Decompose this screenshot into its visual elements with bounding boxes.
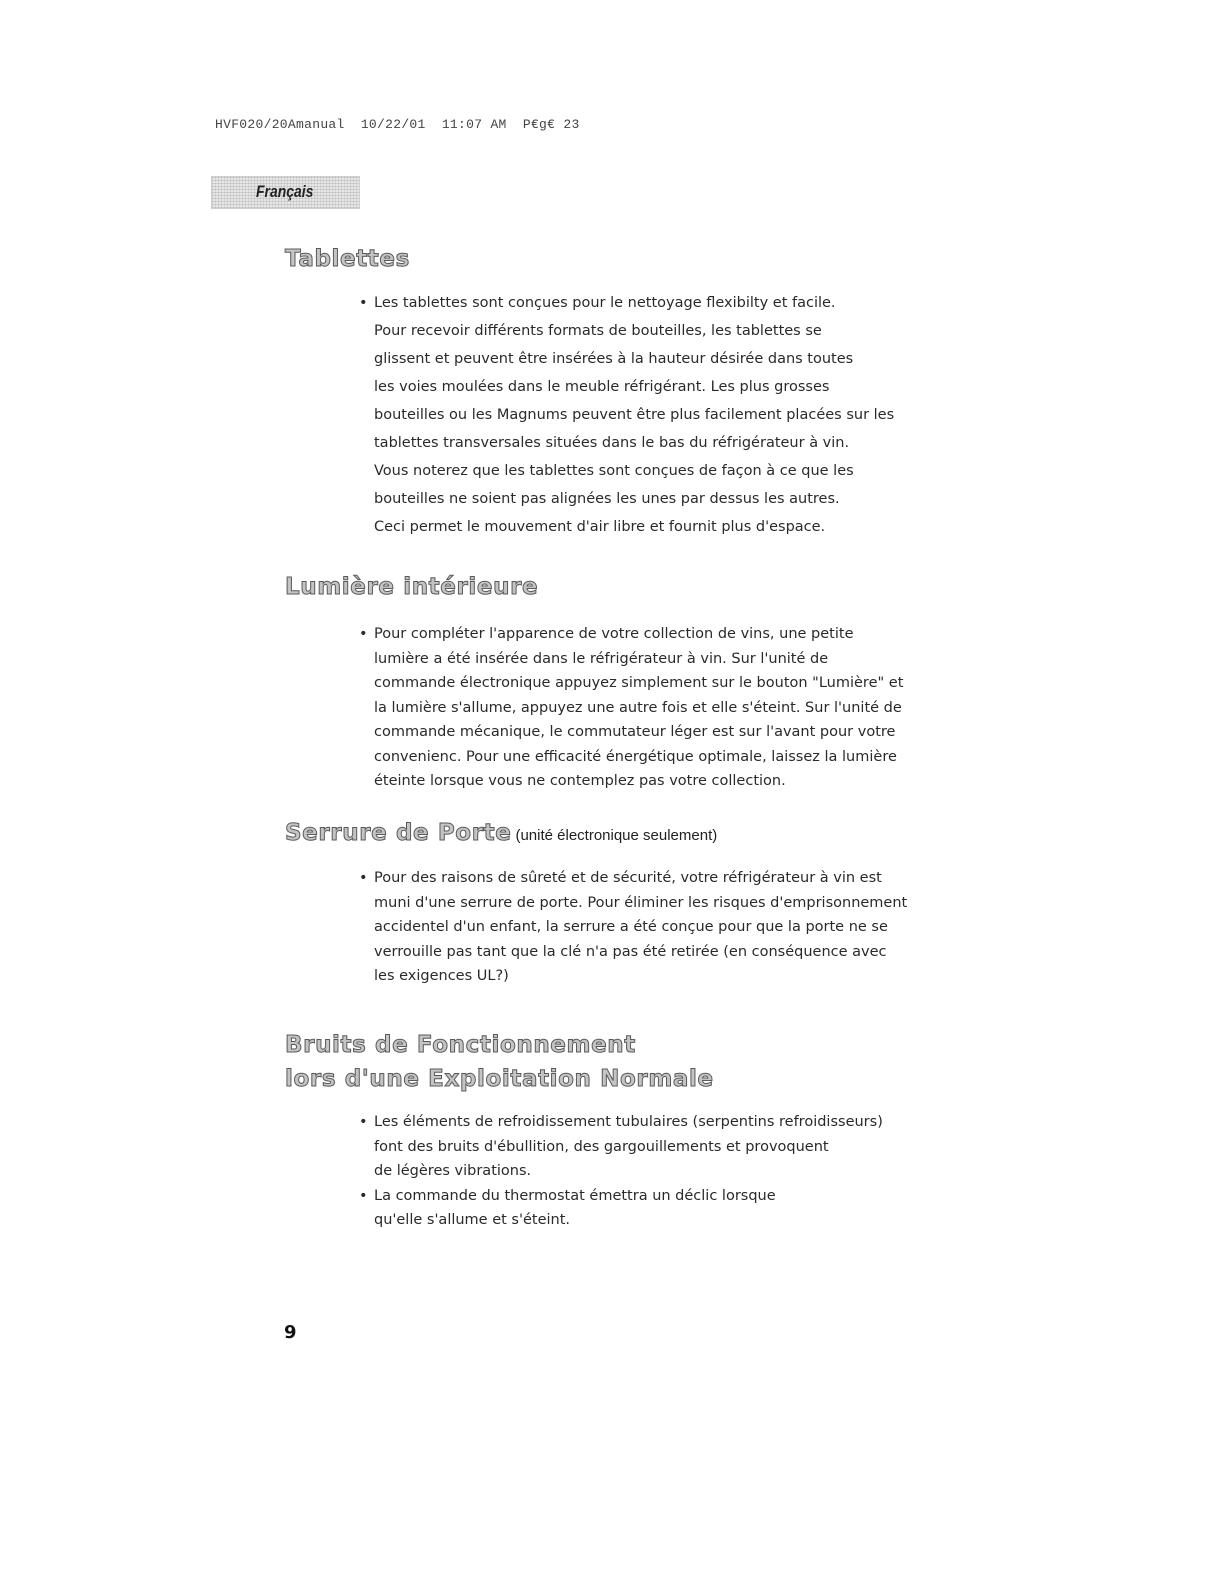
text-line: lumière a été insérée dans le réfrigérateur à vin. Sur l'unité de <box>374 650 829 667</box>
text-line: tablettes transversales situées dans le bas du réfrigérateur à vin. <box>374 435 850 451</box>
text-line: • Pour des raisons de sûreté et de sécurité, votre réfrigérateur à vin est <box>374 870 882 886</box>
bullet-item <box>359 622 903 794</box>
text-line: bouteilles ou les Magnums peuvent être plus facilement placées sur les <box>374 407 895 423</box>
text-line: verrouille pas tant que la clé n'a pas été retirée (en conséquence avec <box>374 943 887 960</box>
text-line: commande électronique appuyez simplement sur le bouton "Lumière" et <box>374 675 904 691</box>
text-line: muni d'une serrure de porte. Pour éliminer les risques d'emprisonnement <box>374 894 908 911</box>
text-line: de légères vibrations. <box>374 1163 532 1179</box>
text-line: Vous noterez que les tablettes sont conçues de façon à ce que les <box>374 463 854 479</box>
bullet-item <box>359 289 894 541</box>
section-body-bruits <box>359 1110 883 1233</box>
text-line: font des bruits d'ébullition, des gargouillements et provoquent <box>374 1138 829 1155</box>
page-number: 9 <box>284 1322 297 1343</box>
text-line: les exigences UL?) <box>374 968 509 984</box>
section-title-tablettes: Tablettes <box>285 246 410 272</box>
text-line: • Pour compléter l'apparence de votre collection de vins, une petite <box>374 626 854 642</box>
text-line: commande mécanique, le commutateur léger est sur l'avant pour votre <box>374 724 896 740</box>
bullet-item <box>359 1110 883 1184</box>
text-line: Ceci permet le mouvement d'air libre et fournit plus d'espace. <box>374 519 826 535</box>
text-line: glissent et peuvent être insérées à la hauteur désirée dans toutes <box>374 351 854 367</box>
language-tab-label: Français <box>256 182 314 201</box>
section-title-qualifier: (unité électronique seulement) <box>515 827 718 844</box>
bullet-item <box>359 1184 883 1233</box>
text-line: les voies moulées dans le meuble réfrigérant. Les plus grosses <box>374 379 830 395</box>
text-line: convenienc. Pour une efficacité énergétique optimale, laissez la lumière <box>374 748 897 765</box>
language-tab <box>211 176 360 209</box>
text-line: • La commande du thermostat émettra un déclic lorsque <box>374 1187 776 1204</box>
bullet-item <box>359 866 907 989</box>
section-title-serrure-text: Serrure de Porte <box>285 820 512 846</box>
text-line: éteinte lorsque vous ne contemplez pas votre collection. <box>374 773 786 789</box>
print-header: HVF020/20Amanual 10/22/01 11:07 AM P€g€ 23 <box>215 117 580 132</box>
section-title-lumiere: Lumière intérieure <box>285 574 539 600</box>
text-line: la lumière s'allume, appuyez une autre fois et elle s'éteint. Sur l'unité de <box>374 699 902 716</box>
text-line: qu'elle s'allume et s'éteint. <box>374 1212 571 1228</box>
section-body-tablettes <box>359 289 894 541</box>
section-body-lumiere <box>359 622 903 794</box>
text-line: Pour recevoir différents formats de bouteilles, les tablettes se <box>374 323 822 339</box>
text-line: • Les éléments de refroidissement tubulaires (serpentins refroidisseurs) <box>374 1114 883 1130</box>
section-title-bruits-line1: Bruits de Fonctionnement <box>285 1032 636 1058</box>
text-line: • Les tablettes sont conçues pour le nettoyage flexibilty et facile. <box>374 295 836 311</box>
section-body-serrure <box>359 866 907 989</box>
section-title-serrure <box>285 818 717 851</box>
text-line: accidentel d'un enfant, la serrure a été conçue pour que la porte ne se <box>374 919 888 935</box>
text-line: bouteilles ne soient pas alignées les unes par dessus les autres. <box>374 491 840 507</box>
section-title-bruits-line2: lors d'une Exploitation Normale <box>285 1066 714 1092</box>
